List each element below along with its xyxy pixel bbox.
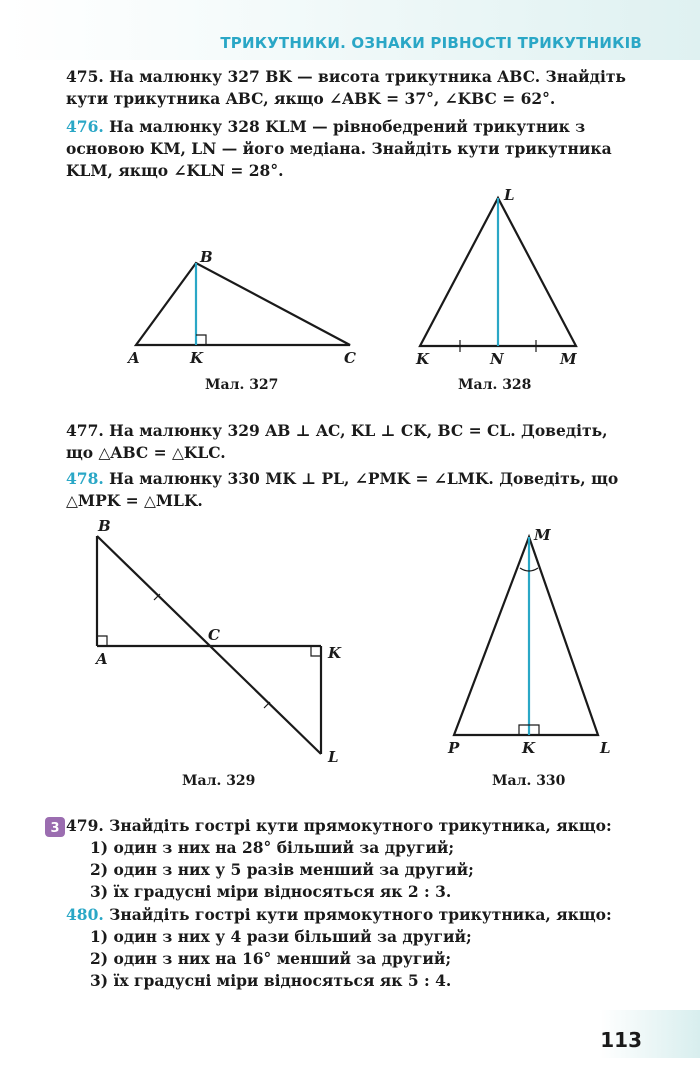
figure-327 [120, 240, 380, 375]
problem-text-line: На малюнку 330 MK ⊥ PL, ∠PMK = ∠LMK. Доведіть, що [109, 469, 619, 488]
problem-476 [66, 116, 641, 182]
problem-text: Знайдіть гострі кути прямокутного трикутника, якщо: [109, 816, 612, 835]
label-c: C [208, 626, 220, 644]
label-c: C [344, 349, 356, 367]
difficulty-badge-icon [44, 816, 66, 838]
label-k: K [416, 350, 430, 368]
label-b: B [200, 248, 213, 266]
figure-328 [410, 186, 590, 376]
figure-328-caption: Мал. 328 [458, 377, 532, 393]
problem-480-item-3: 3) їх градусні міри відносяться як 5 : 4. [90, 971, 452, 990]
right-angle-mark [311, 646, 321, 656]
label-l: L [600, 739, 611, 757]
problem-text-line: На малюнку 329 AB ⊥ AC, KL ⊥ CK, BC = CL. Доведіть, [109, 421, 608, 440]
figure-329 [88, 516, 358, 771]
right-angle-mark [97, 636, 107, 646]
problem-number: 479. [66, 816, 104, 835]
problem-479-item-1: 1) один з них на 28° більший за другий; [90, 838, 455, 857]
label-a: A [128, 349, 140, 367]
problem-478 [66, 468, 641, 512]
label-m: M [534, 526, 551, 544]
label-m: M [560, 350, 577, 368]
problem-text-line: основою KM, LN — його медіана. Знайдіть кути трикутника [66, 139, 612, 158]
problem-number: 475. [66, 67, 104, 86]
problem-475 [66, 66, 641, 110]
problem-number: 477. [66, 421, 104, 440]
label-n: N [490, 350, 504, 368]
problem-text-line: △MPK = △MLK. [66, 491, 203, 510]
badge-level: 3 [50, 821, 60, 836]
figure-330-caption: Мал. 330 [492, 773, 566, 789]
label-a: A [96, 650, 108, 668]
problem-479-item-3: 3) їх градусні міри відносяться як 2 : 3. [90, 882, 452, 901]
running-header-title: ТРИКУТНИКИ. ОЗНАКИ РІВНОСТІ ТРИКУТНИКІВ [220, 34, 642, 52]
label-b: B [98, 517, 111, 535]
problem-480-item-1: 1) один з них у 4 рази більший за другий; [90, 927, 472, 946]
problem-text-line: На малюнку 327 BK — висота трикутника ABC. Знайдіть [109, 67, 626, 86]
problem-text-line: На малюнку 328 KLM — рівнобедрений трикутник з [109, 117, 586, 136]
problem-480 [66, 904, 641, 926]
problem-text-line: кути трикутника ABC, якщо ∠ABK = 37°, ∠KBC = 62°. [66, 89, 556, 108]
problem-479 [66, 815, 641, 837]
triangle-abc [136, 263, 350, 345]
page-number: 113 [600, 1028, 642, 1052]
problem-number: 480. [66, 905, 104, 924]
label-l: L [504, 186, 515, 204]
problem-text: Знайдіть гострі кути прямокутного трикутника, якщо: [109, 905, 612, 924]
figure-329-caption: Мал. 329 [182, 773, 256, 789]
problem-text-line: KLM, якщо ∠KLN = 28°. [66, 161, 284, 180]
problem-text-line: що △ABC = △KLC. [66, 443, 226, 462]
label-k: K [190, 349, 204, 367]
figure-330 [440, 520, 620, 765]
problem-480-item-2: 2) один з них на 16° менший за другий; [90, 949, 452, 968]
problem-number: 476. [66, 117, 104, 136]
label-l: L [328, 748, 339, 766]
label-k: K [328, 644, 342, 662]
figure-327-caption: Мал. 327 [205, 377, 279, 393]
label-k: K [522, 739, 536, 757]
problem-479-item-2: 2) один з них у 5 разів менший за другий; [90, 860, 474, 879]
right-angle-mark [196, 335, 206, 345]
problem-477 [66, 420, 641, 464]
problem-number: 478. [66, 469, 104, 488]
triangle-mpl [454, 537, 598, 735]
label-p: P [448, 739, 460, 757]
